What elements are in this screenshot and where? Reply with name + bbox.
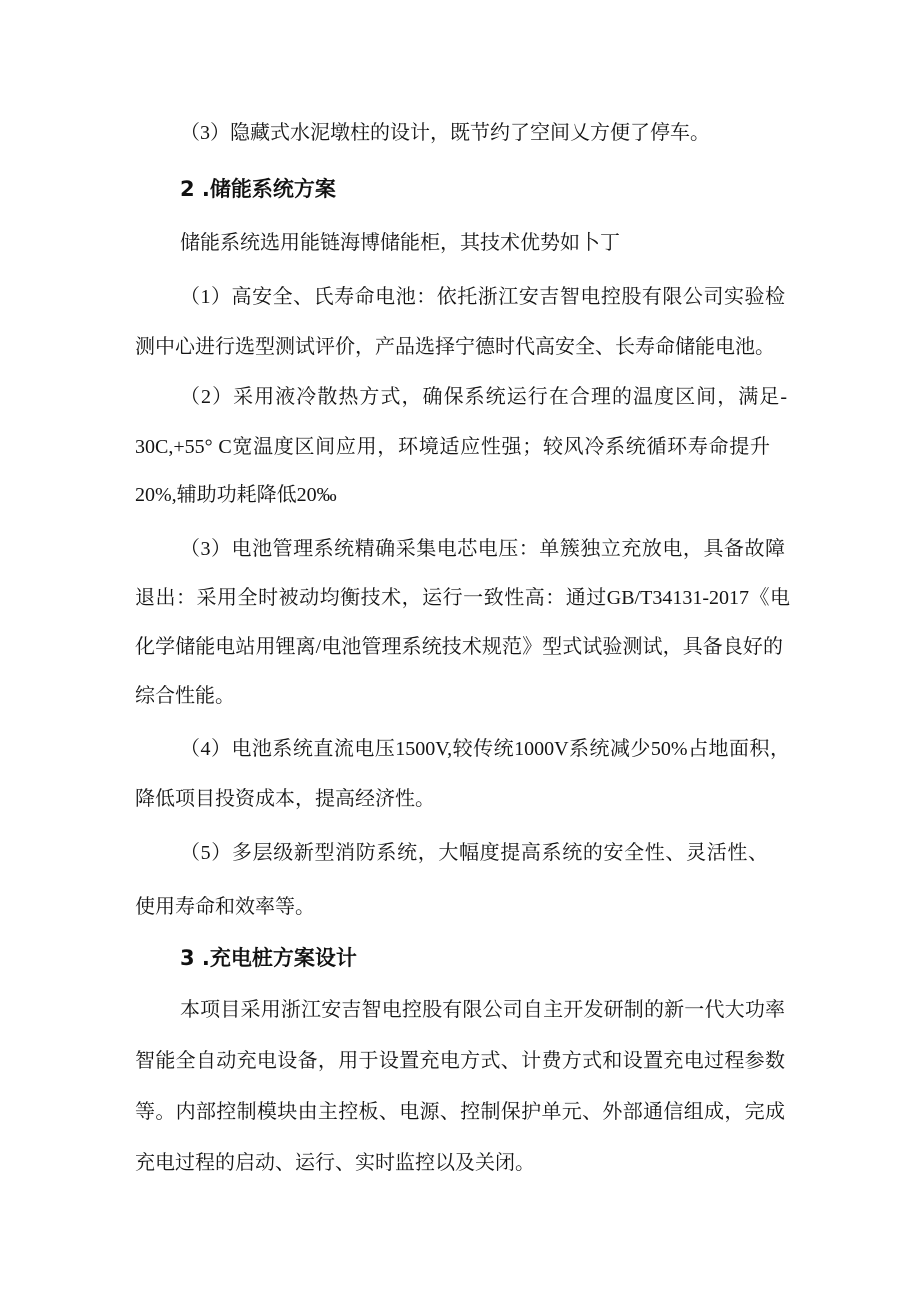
paragraph-line: 综合性能。 [135, 685, 235, 707]
section-heading-storage: 2 .储能系统方案 [180, 177, 336, 201]
paragraph-line: 等。内部控制模块由主控板、电源、控制保护单元、外部通信组成，完成 [135, 1101, 785, 1123]
paragraph-line: 30C,+55° C宽温度区间应用，环境适应性强；较风冷系统循环寿命提升 [135, 436, 770, 458]
paragraph-line: 智能全自动充电设备，用于设置充电方式、计费方式和设置充电过程参数 [135, 1050, 785, 1072]
paragraph-line: 测中心进行选型测试评价，产品选择宁德时代高安全、长寿命储能电池。 [135, 336, 775, 358]
paragraph-line: （3）隐藏式水泥墩柱的设计，既节约了空间乂方便了停车。 [180, 122, 710, 144]
paragraph-line: 本项目采用浙江安吉智电控股有限公司自主开发研制的新一代大功率 [180, 999, 785, 1021]
paragraph-line: （1）高安全、氏寿命电池：依托浙江安吉智电控股有限公司实验检 [180, 286, 785, 308]
paragraph-line: 降低项目投资成本，提高经济性。 [135, 788, 435, 810]
paragraph-line: 储能系统选用能链海博储能柜，其技术优势如卜丁 [180, 232, 620, 254]
paragraph-line: 退出：采用全时被动均衡技术，运行一致性高：通过GB/T34131-2017《电 [135, 587, 790, 609]
paragraph-line: （5）多层级新型消防系统，大幅度提高系统的安全性、灵活性、 [180, 842, 768, 864]
paragraph-line: 充电过程的启动、运行、实时监控以及关闭。 [135, 1152, 535, 1174]
paragraph-line: （3）电池管理系统精确采集电芯电压：单簇独立充放电，具备故障 [180, 538, 785, 560]
section-heading-charging: 3 .充电桩方案设计 [180, 946, 357, 970]
paragraph-line: 化学储能电站用锂离/电池管理系统技术规范》型式试验测试，具备良好的 [135, 636, 783, 658]
paragraph-line: （2）采用液冷散热方式，确保系统运行在合理的温度区间，满足- [180, 386, 787, 408]
paragraph-line: 使用寿命和效率等。 [135, 896, 315, 918]
paragraph-line: 20%,辅助功耗降低20‰ [135, 484, 337, 506]
paragraph-line: （4）电池系统直流电压1500V,较传统1000V系统减少50%占地面积， [180, 738, 790, 760]
